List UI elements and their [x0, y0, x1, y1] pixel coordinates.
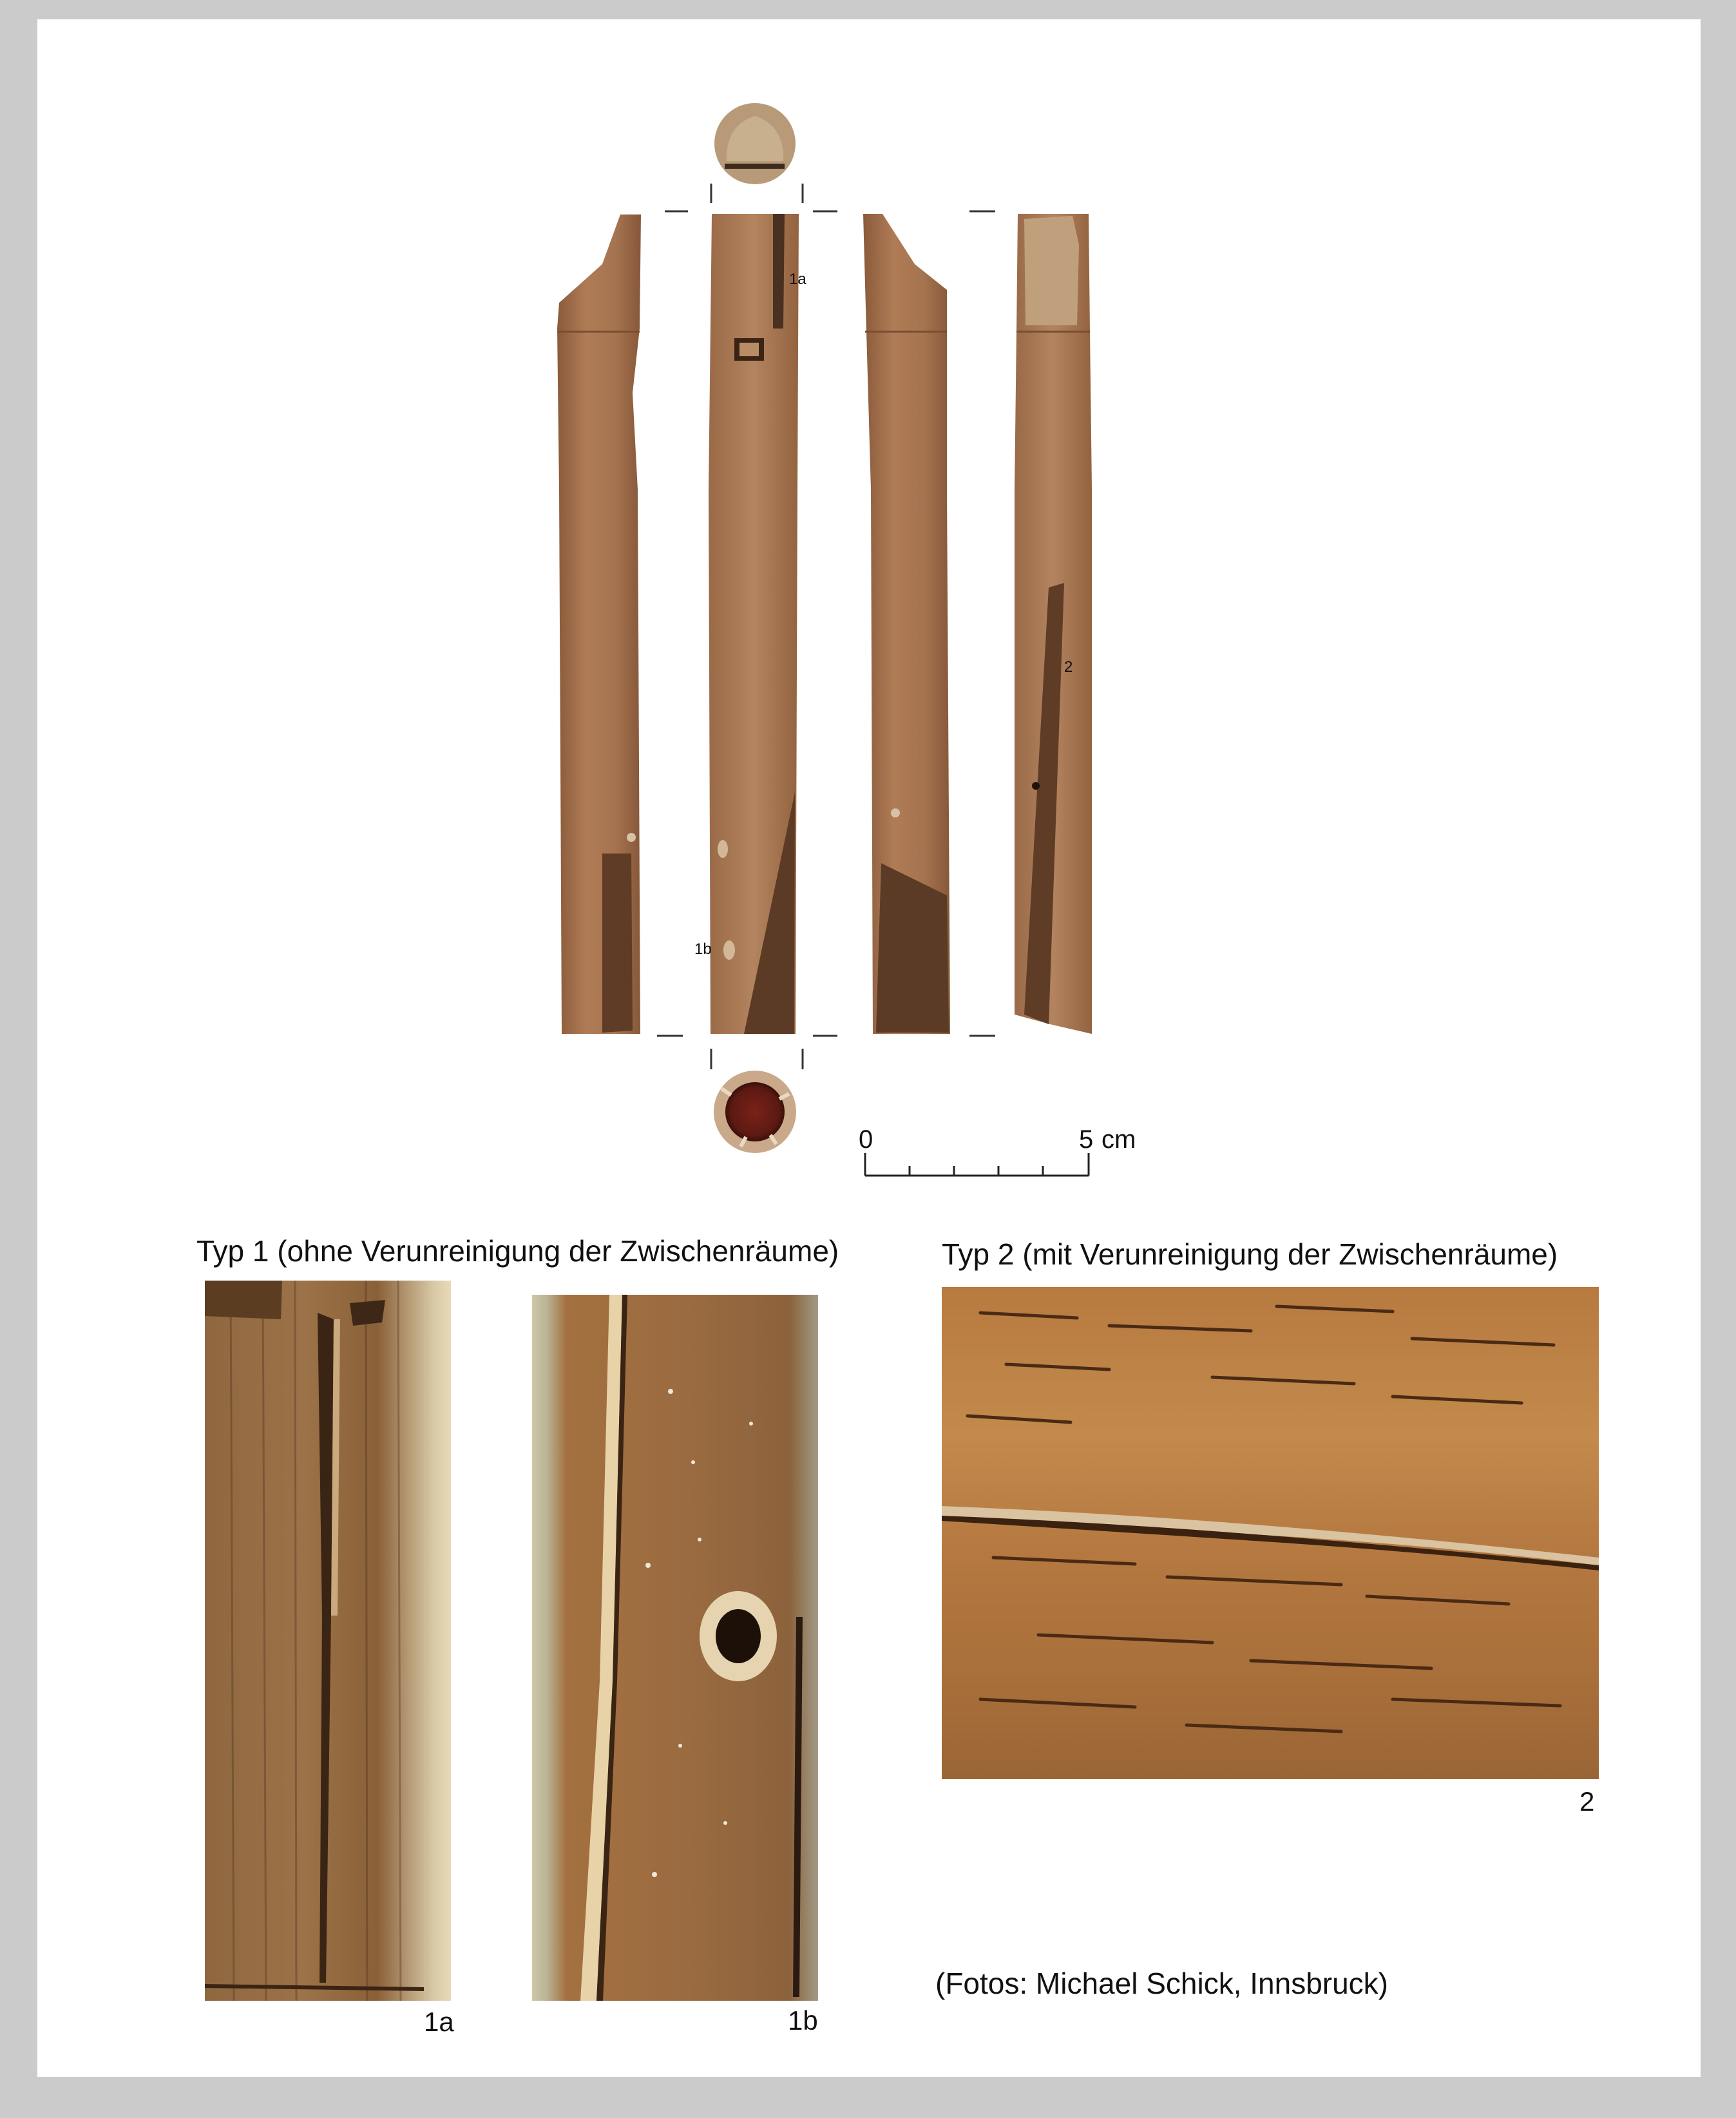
photo-2-caption: 2 [1579, 1786, 1595, 1817]
type1-heading: Typ 1 (ohne Verunreinigung der Zwischenräume) [196, 1234, 839, 1268]
recorder-view-4 [1015, 214, 1092, 1034]
photo-2 [942, 1287, 1599, 1779]
type2-heading: Typ 2 (mit Verunreinigung der Zwischenräume) [942, 1237, 1558, 1271]
scale-start-label: 0 [859, 1125, 873, 1154]
photo-1a-caption: 1a [424, 2007, 454, 2037]
photo-1b-caption: 1b [788, 2005, 818, 2036]
scale-end-label: 5 [1079, 1125, 1094, 1154]
crack-2-label: 2 [1064, 658, 1073, 676]
recorder-view-1 [557, 215, 641, 1034]
photo-1a [205, 1281, 451, 2001]
scale-unit-label: cm [1102, 1125, 1136, 1154]
photo-1b [532, 1295, 818, 2001]
top-end-view [714, 103, 796, 184]
recorder-view-3 [863, 214, 950, 1034]
recorder-view-2 [709, 214, 799, 1034]
bottom-end-view [714, 1071, 796, 1153]
crack-1b-label: 1b [694, 940, 712, 958]
scale-bar [865, 1153, 1089, 1176]
crack-1a-label: 1a [789, 271, 806, 288]
photo-credit: (Fotos: Michael Schick, Innsbruck) [935, 1967, 1389, 2000]
